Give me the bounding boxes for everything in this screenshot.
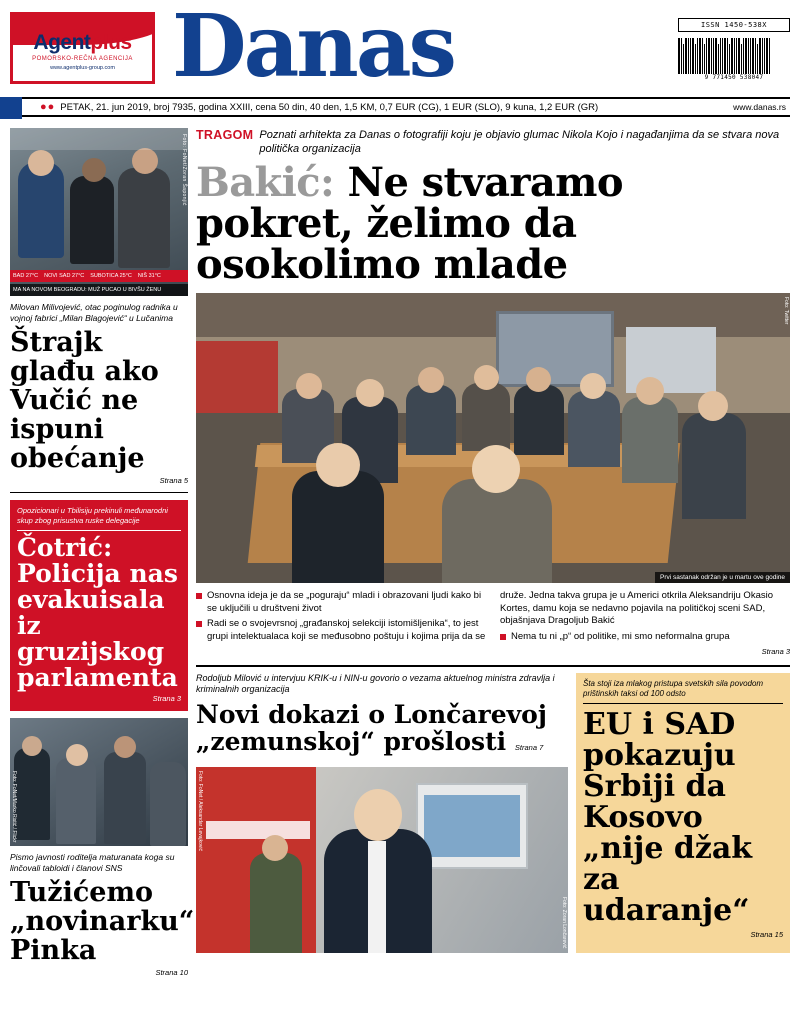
tragom-tag: TRAGOM xyxy=(196,128,254,142)
main-photo xyxy=(196,293,790,583)
issue-info-bar xyxy=(10,97,790,117)
barcode-icon xyxy=(678,34,790,74)
lower-left-page: Strana 7 xyxy=(514,742,544,752)
lower-left-photo xyxy=(196,767,568,953)
weather-city-2: SUBOTICA 25°C xyxy=(90,273,132,279)
advertiser-tagline: POMORSKO-REČNA AGENCIJA xyxy=(32,56,133,62)
weather-strip xyxy=(10,270,188,282)
bullets-left-col xyxy=(196,590,486,659)
main-column xyxy=(196,128,790,953)
lower-section xyxy=(196,673,790,953)
bullet-summary xyxy=(196,590,790,659)
dots-marker: ●● xyxy=(40,101,56,113)
story2-headline[interactable]: Čotrić: Policija nas evakuisala iz gruzijskog parlamenta xyxy=(17,533,178,692)
issn-barcode-block xyxy=(678,18,790,81)
bullet-continuation: druže. Jedna takva grupa je u Americi otkrila Aleksandriju Okasio Kortes, damu koja se nedavno pojavila na političkoj sceni SAD, objašnjava Dragoljub Bakić xyxy=(500,590,773,626)
tragom-text: Poznati arhitekta za Danas o fotografiji koju je objavio glumac Nikola Kojo i nagađanjima da se stvara nova politička organizacija xyxy=(259,129,780,155)
advertiser-url: www.agentplus-group.com xyxy=(50,65,115,71)
story2-kicker: Opozicionari u Tbilisiju prekinuli međunarodni skup zbog prisustva ruske delegacije xyxy=(17,506,181,531)
lower-left-kicker: Rodoljub Milović u intervjuu KRIK-u i NIN-u govorio o vezama aktuelnog ministra zdravlja i kriminalnih organizacija xyxy=(196,672,555,694)
website-url[interactable]: www.danas.rs xyxy=(733,102,786,112)
story1-headline[interactable]: Štrajk glađu ako Vučić ne ispuni obećanje xyxy=(10,327,159,474)
story1-page: Strana 5 xyxy=(159,476,188,485)
photo-credit: Foto: FoNet / Aleksandar Levajković xyxy=(197,770,203,851)
bullet-item: Nema tu ni „p“ od politike, mi smo neformalna grupa xyxy=(500,631,790,644)
newspaper-title: Danas xyxy=(172,0,454,97)
divider xyxy=(10,492,188,493)
photo-credit: Foto: FoNet/Zoran Šaponjić xyxy=(181,134,187,206)
main-story-page: Strana 3 xyxy=(761,647,790,656)
bullet-item: Osnovna ideja je da se „poguraju“ mladi i obrazovani ljudi kako bi se uključili u društveni život xyxy=(196,590,486,615)
lower-left-story xyxy=(196,673,568,953)
weather-city-3: NIŠ 31°C xyxy=(137,273,161,279)
issue-details: PETAK, 21. jun 2019, broj 7935, godina XXIII, cena 50 din, 40 den, 1,5 KM, 0,7 EUR (CG), 1 EUR (SLO), 9 kuna, 1,2 EUR (GR) xyxy=(60,101,599,113)
lower-left-headline[interactable] xyxy=(196,701,568,761)
advertiser-name-suffix: plus xyxy=(90,31,132,54)
lower-right-story xyxy=(576,673,790,953)
lower-right-kicker: Šta stoji iza mlakog pristupa svetskih sila povodom prištinskih taksi od 100 odsto xyxy=(583,679,783,704)
lower-right-headline[interactable]: EU i SAD pokazuju Srbiji da Kosovo „nije džak za udaranje“ xyxy=(583,706,753,928)
weather-city-1: NOVI SAD 27°C xyxy=(44,273,85,279)
story2-page: Strana 3 xyxy=(152,694,181,703)
lower-right-page: Strana 15 xyxy=(750,929,783,939)
masthead xyxy=(0,0,800,95)
advertiser-logo xyxy=(10,12,155,84)
left-column xyxy=(10,128,195,977)
main-headline[interactable] xyxy=(196,159,790,288)
bullets-right-col xyxy=(500,590,790,659)
story3-kicker: Pismo javnosti roditelja maturanata koga su linčovali tabloidi i članovi SNS xyxy=(10,852,175,873)
divider xyxy=(196,665,790,667)
story3-page: Strana 10 xyxy=(155,968,188,977)
main-headline-name: Bakić: xyxy=(196,159,335,206)
issn-label: ISSN 1450-538X xyxy=(678,18,790,32)
main-headline-rest: Ne stvaramo pokret, želimo da osokolimo mlade xyxy=(196,159,623,288)
blue-corner-marker xyxy=(0,97,22,119)
photo-credit: Foto: Zoran Lončarević xyxy=(561,897,567,949)
photo-credit: Foto: Twitter xyxy=(783,297,789,325)
lower-left-headline-text: Novi dokazi o Lončarevoj „zemunskoj“ prošlosti xyxy=(196,699,547,756)
story3-headline[interactable]: Tužićemo „novinarku“ Pinka xyxy=(10,877,195,966)
weather-city-0: BAD 27°C xyxy=(13,273,39,279)
photo-caption: MA NA NOVOM BEOGRADU: MUŽ PUCAO U BIVŠU ŽENU xyxy=(10,284,188,296)
tragom-line xyxy=(196,128,790,156)
bullet-item: Radi se o svojevrsnoj „građanskoj selekciji istomišljenika“, to jest grupi intelektualaca koji se međusobno poštuju i kojima prija da se xyxy=(196,618,486,643)
left-top-photo xyxy=(10,128,188,296)
photo-caption: Prvi sastanak održan je u martu ove godine xyxy=(655,572,790,583)
photo-credit: Foto: FoNet/Marko Ristić / Flickr xyxy=(11,770,17,842)
advertiser-name-main: Agent xyxy=(33,31,91,54)
advertiser-name xyxy=(33,31,131,55)
story1-kicker: Milovan Milivojević, otac poginulog radnika u vojnoj fabrici „Milan Blagojević“ u Lučanima xyxy=(10,302,178,323)
barcode-number: 9 771450 538047 xyxy=(704,74,764,81)
left-bottom-photo xyxy=(10,718,188,846)
story2-redbox xyxy=(10,500,188,711)
